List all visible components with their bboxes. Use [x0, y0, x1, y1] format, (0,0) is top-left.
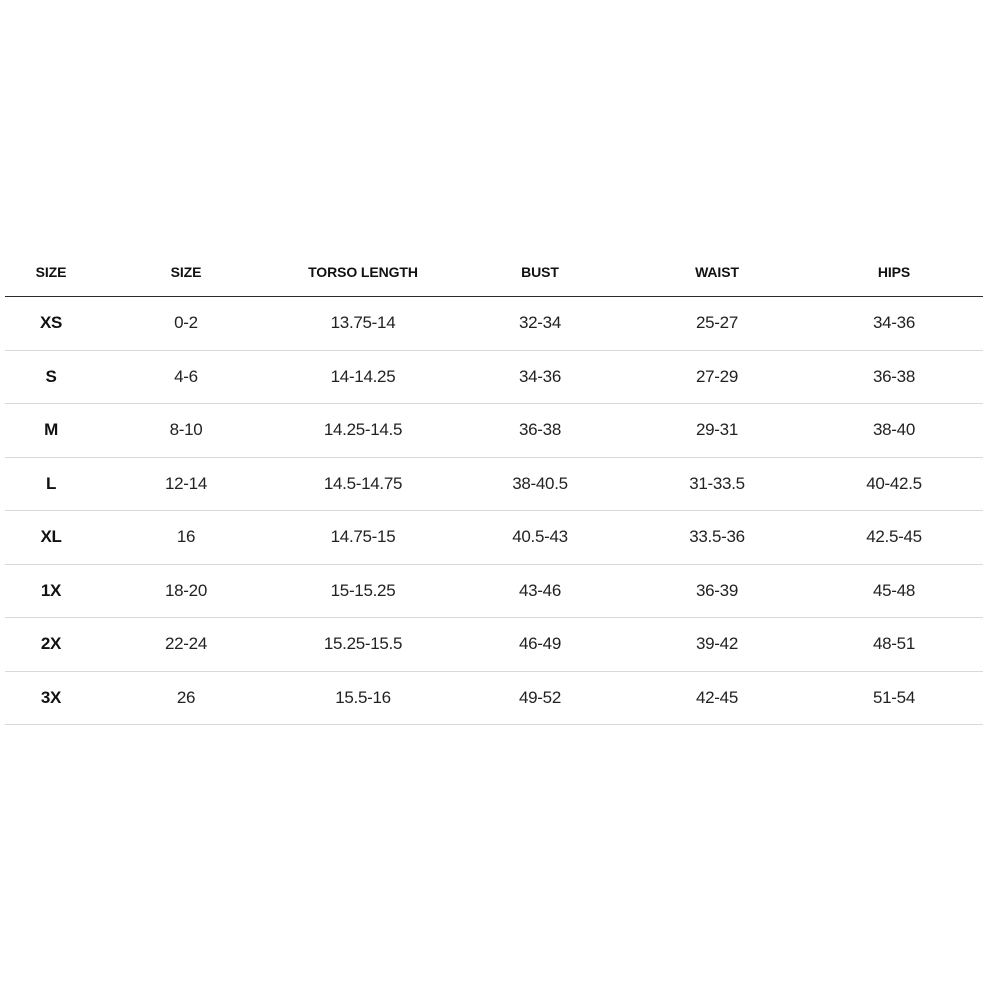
- table-row: [5, 297, 983, 351]
- table-row: [5, 350, 983, 404]
- cell-size-number: 8-10: [97, 404, 275, 458]
- cell-hips: 51-54: [805, 671, 983, 725]
- cell-size-label: XL: [5, 511, 97, 565]
- table-row: [5, 618, 983, 672]
- cell-size-number: 16: [97, 511, 275, 565]
- cell-waist: 39-42: [629, 618, 805, 672]
- cell-waist: 31-33.5: [629, 457, 805, 511]
- cell-hips: 34-36: [805, 297, 983, 351]
- cell-waist: 29-31: [629, 404, 805, 458]
- cell-size-number: 22-24: [97, 618, 275, 672]
- cell-torso-length: 14-14.25: [275, 350, 451, 404]
- cell-hips: 40-42.5: [805, 457, 983, 511]
- table-row: [5, 671, 983, 725]
- cell-torso-length: 15-15.25: [275, 564, 451, 618]
- header-bust: BUST: [451, 248, 629, 297]
- table-row: [5, 404, 983, 458]
- cell-size-label: S: [5, 350, 97, 404]
- cell-bust: 32-34: [451, 297, 629, 351]
- cell-size-number: 12-14: [97, 457, 275, 511]
- cell-bust: 34-36: [451, 350, 629, 404]
- cell-waist: 42-45: [629, 671, 805, 725]
- table-row: [5, 511, 983, 565]
- cell-size-label: L: [5, 457, 97, 511]
- size-chart-body: [5, 297, 983, 725]
- cell-waist: 25-27: [629, 297, 805, 351]
- cell-size-label: 2X: [5, 618, 97, 672]
- cell-size-label: XS: [5, 297, 97, 351]
- cell-bust: 38-40.5: [451, 457, 629, 511]
- header-size-label: SIZE: [5, 248, 97, 297]
- cell-bust: 43-46: [451, 564, 629, 618]
- cell-size-label: 3X: [5, 671, 97, 725]
- cell-bust: 49-52: [451, 671, 629, 725]
- cell-torso-length: 15.5-16: [275, 671, 451, 725]
- cell-waist: 33.5-36: [629, 511, 805, 565]
- cell-torso-length: 15.25-15.5: [275, 618, 451, 672]
- table-row: [5, 457, 983, 511]
- size-chart-header: [5, 248, 983, 297]
- table-row: [5, 564, 983, 618]
- cell-waist: 27-29: [629, 350, 805, 404]
- header-size-number: SIZE: [97, 248, 275, 297]
- cell-size-number: 18-20: [97, 564, 275, 618]
- cell-bust: 46-49: [451, 618, 629, 672]
- size-chart-table: [5, 248, 983, 725]
- cell-torso-length: 14.25-14.5: [275, 404, 451, 458]
- cell-hips: 38-40: [805, 404, 983, 458]
- cell-size-number: 26: [97, 671, 275, 725]
- cell-hips: 36-38: [805, 350, 983, 404]
- cell-torso-length: 13.75-14: [275, 297, 451, 351]
- cell-hips: 42.5-45: [805, 511, 983, 565]
- cell-waist: 36-39: [629, 564, 805, 618]
- cell-hips: 48-51: [805, 618, 983, 672]
- header-hips: HIPS: [805, 248, 983, 297]
- header-torso-length: TORSO LENGTH: [275, 248, 451, 297]
- cell-size-label: 1X: [5, 564, 97, 618]
- cell-size-number: 4-6: [97, 350, 275, 404]
- cell-hips: 45-48: [805, 564, 983, 618]
- cell-torso-length: 14.5-14.75: [275, 457, 451, 511]
- cell-size-label: M: [5, 404, 97, 458]
- header-row: [5, 248, 983, 297]
- cell-size-number: 0-2: [97, 297, 275, 351]
- cell-torso-length: 14.75-15: [275, 511, 451, 565]
- header-waist: WAIST: [629, 248, 805, 297]
- cell-bust: 40.5-43: [451, 511, 629, 565]
- cell-bust: 36-38: [451, 404, 629, 458]
